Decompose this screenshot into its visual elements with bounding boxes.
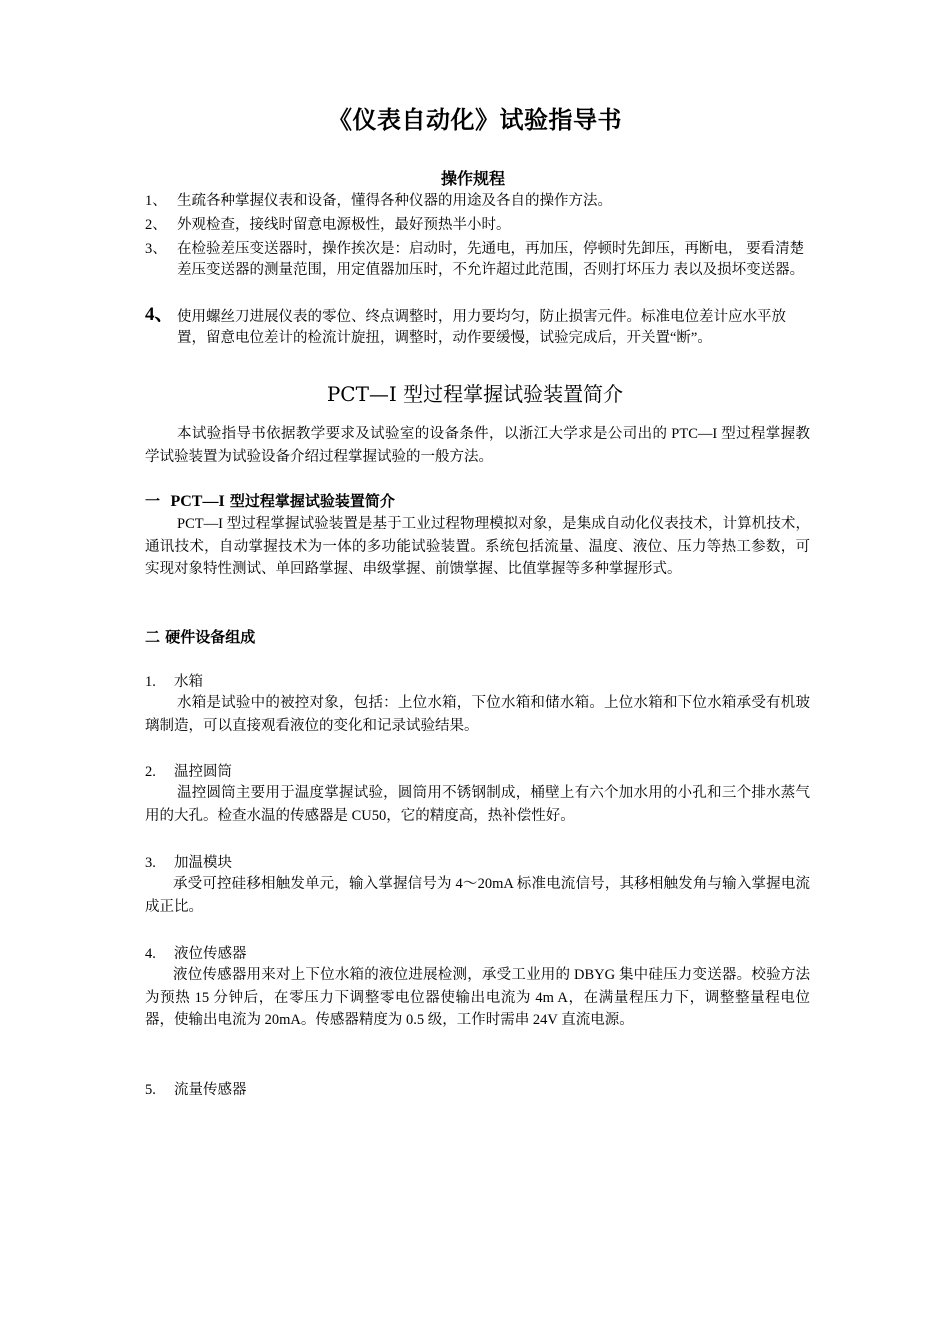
rule-item bbox=[145, 239, 825, 305]
rule-number: 4、 bbox=[145, 304, 174, 325]
intro-paragraph: 本试验指导书依据教学要求及试验室的设备条件，以浙江大学求是公司出的 PTC—I 型过程掌握教学试验装置为试验设备介绍过程掌握试验的一般方法。 bbox=[145, 426, 810, 465]
intro-heading: PCT—I 型过程掌握试验装置简介 bbox=[326, 382, 624, 406]
rule-item bbox=[145, 215, 825, 237]
hardware-item-text: 承受可控硅移相触发单元，输入掌握信号为 4～20mA 标准电流信号，其移相触发角与输入掌握电流成正比。 bbox=[145, 876, 810, 915]
section1-heading bbox=[145, 490, 395, 511]
rule-item bbox=[145, 304, 825, 373]
hardware-item-title bbox=[145, 942, 247, 963]
rule-text: 在检验差压变送器时，操作挨次是：启动时，先通电，再加压，停顿时先卸压，再断电， 要看清楚差压变送器的测量范围，用定值器加压时，不允许超过此范围，否则打坏压力 表以及损坏变送器。 bbox=[177, 241, 805, 278]
rules-heading: 操作规程 bbox=[440, 169, 505, 188]
item-number: 3. bbox=[145, 855, 156, 871]
item-title: 温控圆筒 bbox=[174, 764, 232, 780]
section1-paragraph: PCT—I 型过程掌握试验装置是基于工业过程物理模拟对象，是集成自动化仪表技术，计算机技术，通讯技术，自动掌握技术为一体的多功能试验装置。系统包括流量、温度、液位、压力等热工参数，可实现对象特性测试、单回路掌握、串级掌握、前馈掌握、比值掌握等多种掌握形式。 bbox=[145, 516, 810, 577]
item-number: 2. bbox=[145, 764, 156, 780]
item-number: 5. bbox=[145, 1082, 156, 1098]
rule-item bbox=[145, 191, 825, 213]
section2-heading: 二 硬件设备组成 bbox=[145, 628, 256, 646]
item-title: 水箱 bbox=[174, 674, 203, 690]
hardware-item-title bbox=[145, 670, 203, 691]
hardware-item-text: 水箱是试验中的被控对象，包括：上位水箱，下位水箱和储水箱。上位水箱和下位水箱承受有机玻璃制造，可以直接观看液位的变化和记录试验结果。 bbox=[145, 695, 810, 734]
rule-text: 外观检查，接线时留意电源极性，最好预热半小时。 bbox=[177, 217, 511, 233]
hardware-item-title bbox=[145, 760, 232, 781]
section1-number: 一 bbox=[145, 492, 161, 510]
section1-heading-text: 型过程掌握试验装置简介 bbox=[224, 492, 395, 510]
item-title: 加温模块 bbox=[174, 855, 232, 871]
rule-number: 1、 bbox=[145, 193, 167, 209]
section1-heading-model: PCT—I bbox=[170, 493, 225, 510]
hardware-item-text: 温控圆筒主要用于温度掌握试验，圆筒用不锈钢制成，桶壁上有六个加水用的小孔和三个排水蒸气用的大孔。检查水温的传感器是 CU50，它的精度高，热补偿性好。 bbox=[145, 785, 810, 824]
item-number: 1. bbox=[145, 674, 156, 690]
rule-text: 生疏各种掌握仪表和设备，懂得各种仪器的用途及各自的操作方法。 bbox=[177, 193, 612, 209]
rule-number: 2、 bbox=[145, 217, 167, 233]
item-title: 液位传感器 bbox=[174, 946, 247, 962]
rule-number: 3、 bbox=[145, 241, 167, 257]
hardware-item-title bbox=[145, 851, 232, 872]
item-number: 4. bbox=[145, 946, 156, 962]
document-title: 《仪表自动化》试验指导书 bbox=[328, 106, 622, 134]
rule-text: 使用螺丝刀进展仪表的零位、终点调整时，用力要均匀，防止损害元件。标准电位差计应水平放置，留意电位差计的检流计旋扭，调整时，动作要缓慢，试验完成后，开关置“断”。 bbox=[177, 309, 786, 346]
hardware-item-title bbox=[145, 1078, 247, 1099]
hardware-item-text: 液位传感器用来对上下位水箱的液位进展检测，承受工业用的 DBYG 集中硅压力变送器。校验方法为预热 15 分钟后，在零压力下调整零电位器使输出电流为 4m A，在满量程压力下，调整整量程电位器，使输出电流为 20mA。传感器精度为 0.5 级，工作时需串 24V 直流电源。 bbox=[145, 967, 810, 1028]
item-title: 流量传感器 bbox=[174, 1082, 247, 1098]
